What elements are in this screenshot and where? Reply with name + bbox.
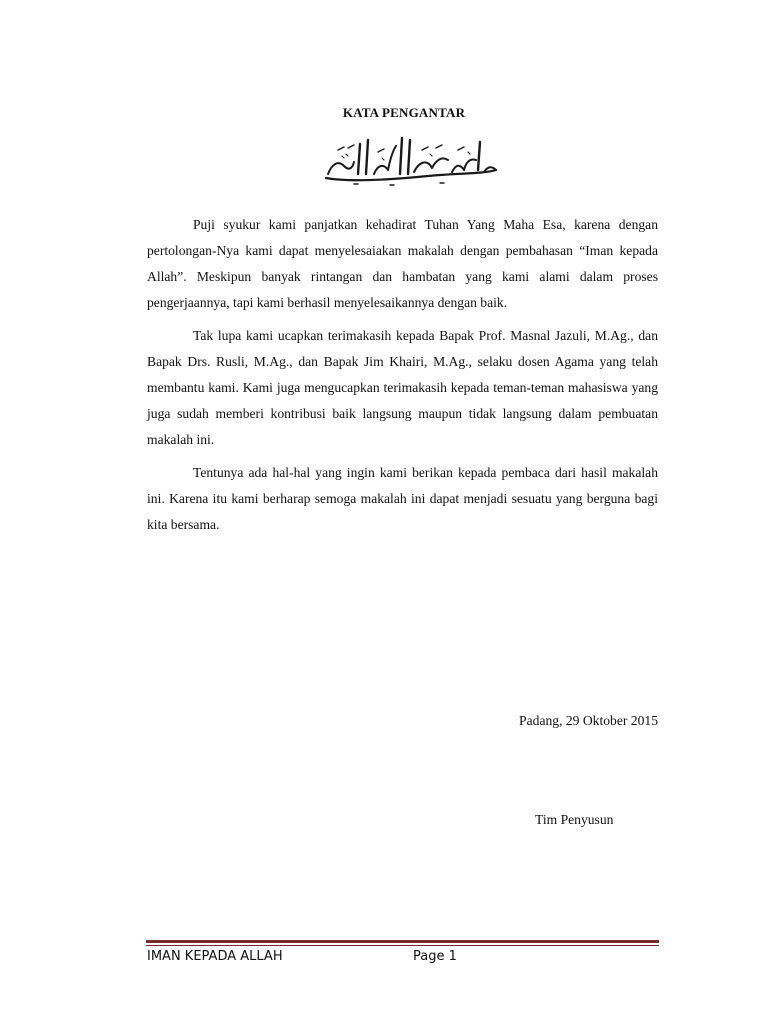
- paragraph-2: Tak lupa kami ucapkan terimakasih kepada Bapak Prof. Masnal Jazuli, M.Ag., dan Bapak Drs. Rusli, M.Ag., dan Bapak Jim Khairi, M.Ag., selaku dosen Agama yang telah membantu kami. Kami juga mengucapkan terimakasih kepada teman-teman mahasiswa yang juga sudah memberi kontribusi baik langsung maupun tidak langsung dalam pembuatan makalah ini.: [147, 328, 658, 447]
- footer-rule-thin: [146, 945, 659, 946]
- footer-page-number: Page 1: [413, 949, 457, 964]
- page-title: KATA PENGANTAR: [342, 105, 466, 120]
- place-date: Padang, 29 Oktober 2015: [519, 713, 658, 728]
- body-text: [147, 212, 658, 545]
- paragraph-3: Tentunya ada hal-hal yang ingin kami berikan kepada pembaca dari hasil makalah ini. Karena itu kami berharap semoga makalah ini dapat menjadi sesuatu yang berguna bagi kita bersama.: [147, 465, 658, 532]
- author-signature-block: Tim Penyusun: [535, 812, 614, 827]
- footer-rule-thick: [146, 940, 659, 943]
- paragraph-1: Puji syukur kami panjatkan kehadirat Tuhan Yang Maha Esa, karena dengan pertolongan-Nya kami dapat menyelesaiakan makalah dengan pembahasan “Iman kepada Allah”. Meskipun banyak rintangan dan hambatan yang kami alami dalam proses pengerjaannya, tapi kami berhasil menyelesaikannya dengan baik.: [147, 217, 658, 310]
- basmalah-calligraphy-icon: [318, 130, 502, 188]
- footer-title: IMAN KEPADA ALLAH: [147, 949, 283, 964]
